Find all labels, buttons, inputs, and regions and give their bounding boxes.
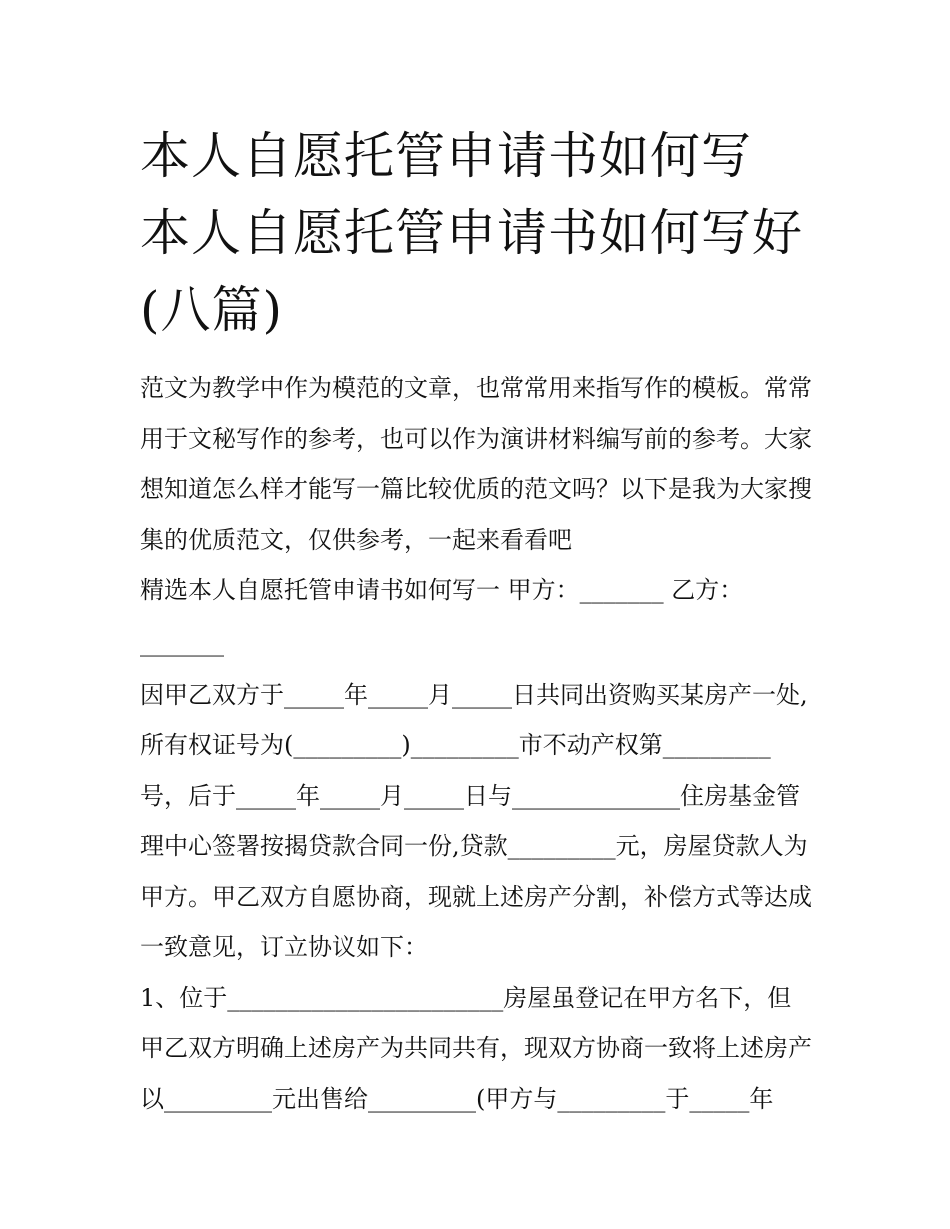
intro-paragraph: 范文为教学中作为模范的文章，也常常用来指写作的模板。常常用于文秘写作的参考，也可以作为演讲材料编写前的参考。大家想知道怎么样才能写一篇比较优质的范文吗？以下是我为大家搜集的优质范文，仅供参考，一起来看看吧 bbox=[140, 374, 812, 554]
body-paragraph-2: 1、位于_______________________房屋虽登记在甲方名下，但甲乙双方明确上述房产为共同共有，现双方协商一致将上述房产以_________元出售给_________(甲方与_________于_____年 bbox=[140, 983, 812, 1113]
document-title: 本人自愿托管申请书如何写 本人自愿托管申请书如何写好(八篇) bbox=[140, 127, 803, 339]
section-heading-blank: _______ bbox=[140, 628, 224, 657]
section-heading: 精选本人自愿托管申请书如何写一 甲方：_______ 乙方： bbox=[140, 576, 744, 604]
body-paragraph-1: 因甲乙双方于_____年_____月_____日共同出资购买某房产一处,所有权证号为(_________)_________市不动产权第_________号，后于_____年_____月_____日与______________住房基金管理中心签署按揭贷款合同一份,贷款_________元，房屋贷款人为甲方。甲乙双方自愿协商，现就上述房产分割，补偿方式等达成一致意见，订立协议如下： bbox=[140, 680, 812, 961]
document-page bbox=[140, 118, 812, 1124]
